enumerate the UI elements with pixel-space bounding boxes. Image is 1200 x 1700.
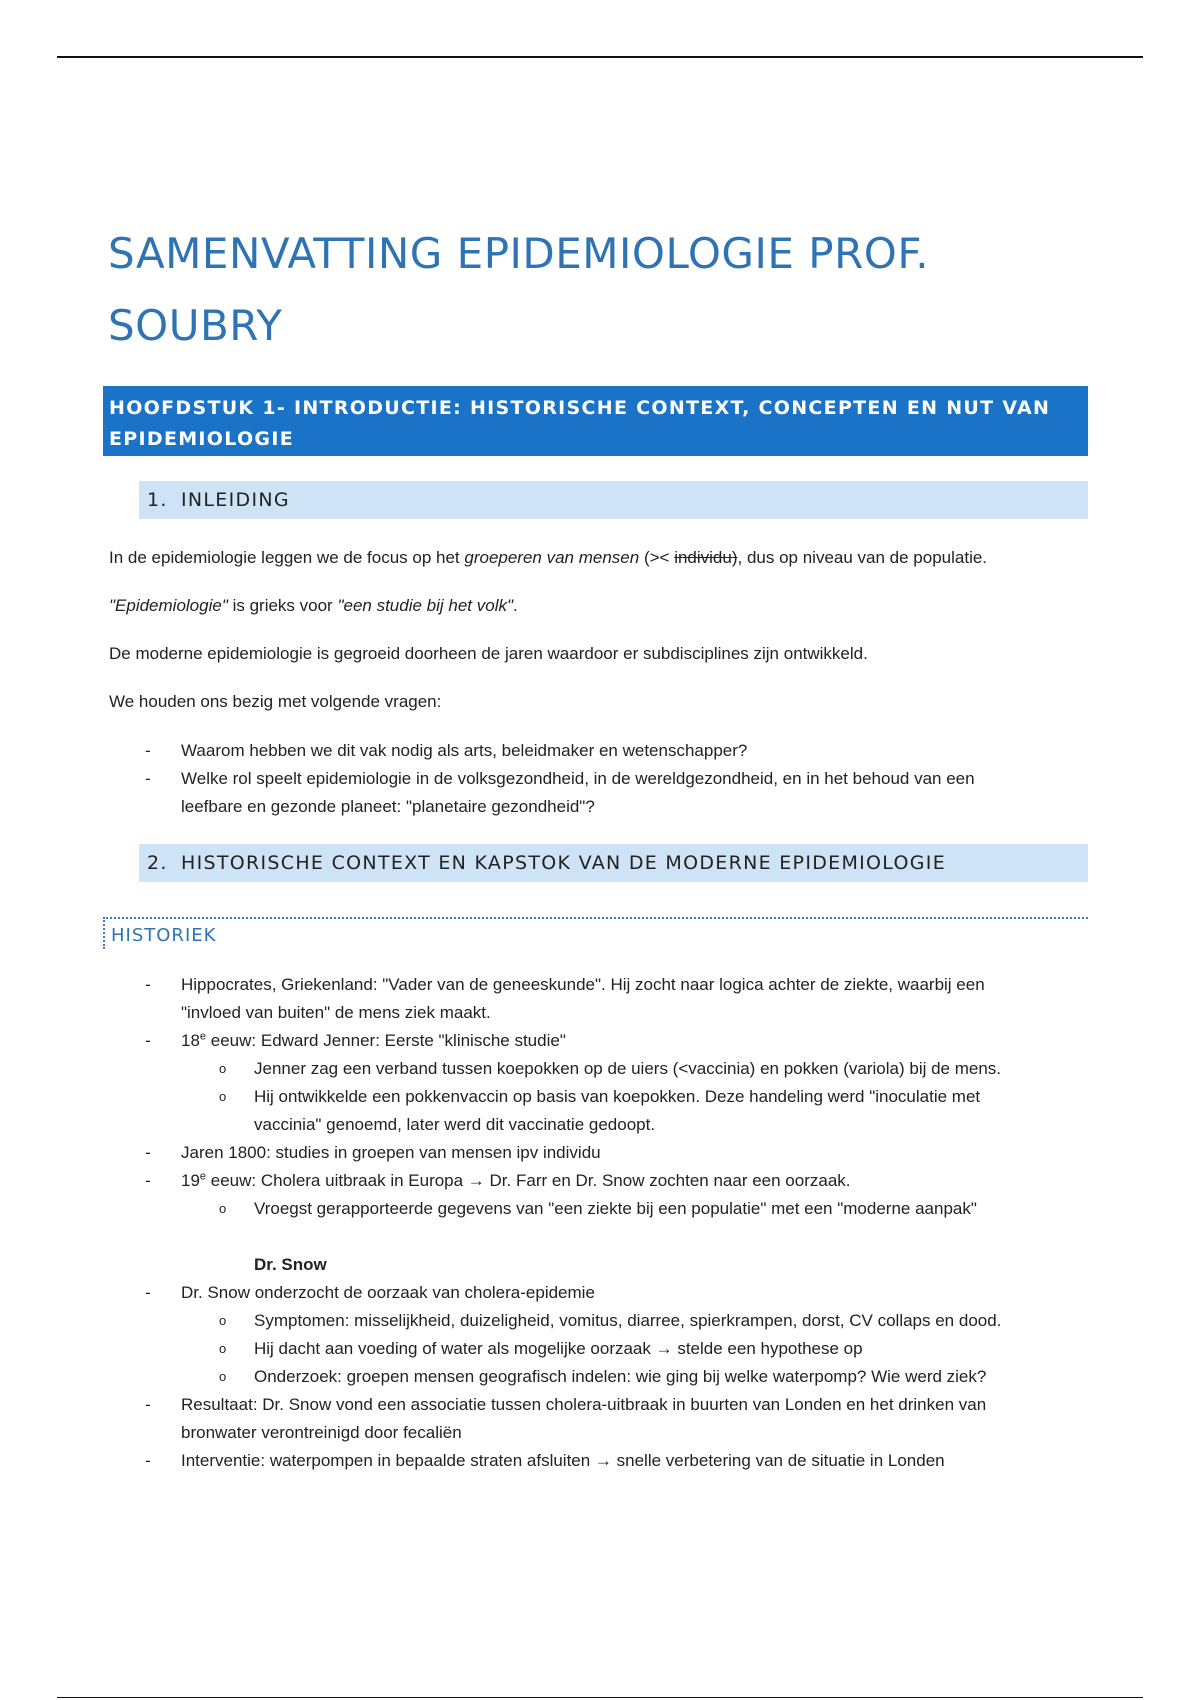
list-item-text: 19 <box>181 1171 200 1190</box>
dash-bullet: - <box>145 1143 151 1162</box>
list-item-text: Interventie: waterpompen in bepaalde straten afsluiten → snelle verbetering van de situatie in Londen <box>181 1451 945 1470</box>
header-rule <box>57 56 1143 58</box>
sub-list-item <box>109 1363 1089 1391</box>
dr-snow-heading: Dr. Snow <box>254 1255 327 1274</box>
dash-bullet: - <box>145 975 151 994</box>
dash-bullet: - <box>145 741 151 760</box>
footer-rule <box>57 1697 1143 1698</box>
list-item <box>109 737 1089 765</box>
chapter-heading <box>103 386 1088 456</box>
intro-paragraph-4: We houden ons bezig met volgende vragen: <box>109 692 442 711</box>
sub-list-item <box>109 1195 1089 1223</box>
list-item-text: Hij ontwikkelde een pokkenvaccin op basis van koepokken. Deze handeling werd "inoculatie met <box>254 1087 981 1106</box>
section-label: INLEIDING <box>181 489 290 511</box>
list-item-text: Jenner zag een verband tussen koepokken op de uiers (<vaccinia) en pokken (variola) bij de mens. <box>254 1059 1002 1078</box>
circle-bullet: o <box>219 1313 227 1328</box>
text-run-italic: "Epidemiologie" <box>109 596 228 615</box>
circle-bullet: o <box>219 1061 227 1076</box>
list-item <box>109 1391 1089 1447</box>
dash-bullet: - <box>145 769 151 788</box>
intro-paragraph-3: De moderne epidemiologie is gegroeid doorheen de jaren waardoor er subdisciplines zijn ontwikkeld. <box>109 644 868 663</box>
list-item-text: Waarom hebben we dit vak nodig als arts, beleidmaker en wetenschapper? <box>181 741 748 760</box>
sub-list-item <box>109 1307 1089 1335</box>
text-run: , dus op niveau van de populatie. <box>737 548 988 567</box>
list-item-text: "invloed van buiten" de mens ziek maakt. <box>181 1003 491 1022</box>
list-item <box>109 1447 1089 1475</box>
document-title <box>108 218 1108 362</box>
section-number: 1. <box>147 489 168 511</box>
historiek-heading: HISTORIEK <box>103 917 1088 949</box>
sub-list-item <box>109 1055 1089 1083</box>
list-item-text: Symptomen: misselijkheid, duizeligheid, vomitus, diarree, spierkrampen, dorst, CV collaps en dood. <box>254 1311 1002 1330</box>
section-number: 2. <box>147 852 168 874</box>
list-item <box>109 1027 1089 1055</box>
text-run-italic: groeperen van mensen <box>464 548 640 567</box>
historiek-list <box>109 971 1089 1475</box>
text-run: (>< <box>639 548 675 567</box>
dash-bullet: - <box>145 1395 151 1414</box>
chapter-line-2: EPIDEMIOLOGIE <box>109 428 294 450</box>
sub-list-item <box>109 1083 1089 1139</box>
chapter-line-1: HOOFDSTUK 1- INTRODUCTIE: HISTORISCHE CONTEXT, CONCEPTEN EN NUT VAN <box>109 397 1051 419</box>
section-heading-historische-context <box>139 844 1088 882</box>
list-item-text: Vroegst gerapporteerde gegevens van "een ziekte bij een populatie" met een "moderne aanpak" <box>254 1199 977 1218</box>
list-item-text: eeuw: Cholera uitbraak in Europa → Dr. Farr en Dr. Snow zochten naar een oorzaak. <box>206 1171 851 1190</box>
superscript: e <box>199 1030 207 1043</box>
list-item-text: eeuw: Edward Jenner: Eerste "klinische studie" <box>206 1031 566 1050</box>
text-run: is grieks voor <box>227 596 338 615</box>
text-run-italic: "een studie bij het volk" <box>337 596 514 615</box>
list-item-text: Resultaat: Dr. Snow vond een associatie tussen cholera-uitbraak in buurten van Londen en het drinken van <box>181 1395 987 1414</box>
intro-paragraph-1 <box>109 546 1099 570</box>
list-item <box>109 1167 1089 1195</box>
text-run-strikethrough: individu) <box>674 548 738 567</box>
questions-list <box>109 737 1089 821</box>
dash-bullet: - <box>145 1283 151 1302</box>
list-item-text: Welke rol speelt epidemiologie in de volksgezondheid, in de wereldgezondheid, en in het behoud van een <box>181 769 975 788</box>
circle-bullet: o <box>219 1089 227 1104</box>
section-label: HISTORISCHE CONTEXT EN KAPSTOK VAN DE MODERNE EPIDEMIOLOGIE <box>181 852 947 874</box>
list-item-text: bronwater verontreinigd door fecaliën <box>181 1423 462 1442</box>
list-item-text: Hippocrates, Griekenland: "Vader van de geneeskunde". Hij zocht naar logica achter de ziekte, waarbij een <box>181 975 985 994</box>
circle-bullet: o <box>219 1341 227 1356</box>
intro-paragraph-2 <box>109 594 1099 618</box>
superscript: e <box>199 1170 207 1183</box>
section-heading-inleiding <box>139 481 1088 519</box>
dash-bullet: - <box>145 1171 151 1190</box>
list-item-text: Onderzoek: groepen mensen geografisch indelen: wie ging bij welke waterpomp? Wie werd ziek? <box>254 1367 987 1386</box>
dash-bullet: - <box>145 1451 151 1470</box>
list-item-text: Jaren 1800: studies in groepen van mensen ipv individu <box>181 1143 601 1162</box>
list-item <box>109 1139 1089 1167</box>
list-item-text: vaccinia" genoemd, later werd dit vaccinatie gedoopt. <box>254 1115 656 1134</box>
title-line-2: SOUBRY <box>108 301 283 350</box>
text-run: . <box>513 596 518 615</box>
circle-bullet: o <box>219 1201 227 1216</box>
circle-bullet: o <box>219 1369 227 1384</box>
title-line-1: SAMENVATTING EPIDEMIOLOGIE PROF. <box>108 229 930 278</box>
sub-list-item <box>109 1335 1089 1363</box>
list-item <box>109 971 1089 1027</box>
list-item <box>109 765 1089 821</box>
list-item-text: Dr. Snow onderzocht de oorzaak van cholera-epidemie <box>181 1283 595 1302</box>
dash-bullet: - <box>145 1031 151 1050</box>
list-item <box>109 1279 1089 1307</box>
list-item-text: Hij dacht aan voeding of water als mogelijke oorzaak → stelde een hypothese op <box>254 1339 863 1358</box>
list-item-text: 18 <box>181 1031 200 1050</box>
list-item-text: leefbare en gezonde planeet: "planetaire gezondheid"? <box>181 797 595 816</box>
text-run: In de epidemiologie leggen we de focus op het <box>109 548 465 567</box>
